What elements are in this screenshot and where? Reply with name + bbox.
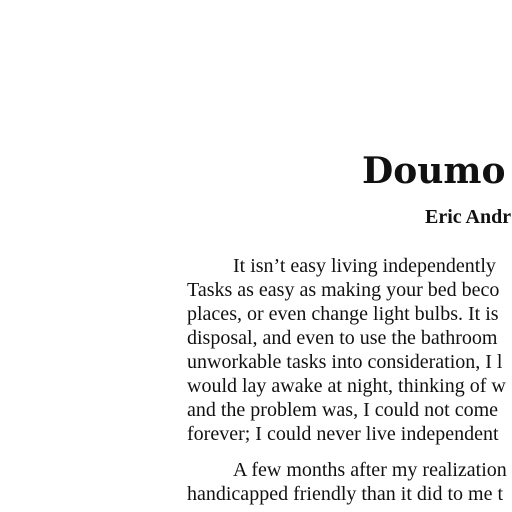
author-name: Eric Andr bbox=[425, 206, 512, 228]
paragraph-line: would lay awake at night, thinking of w bbox=[187, 375, 506, 397]
paragraph-1 bbox=[187, 254, 506, 446]
paragraph-line: A few months after my realization bbox=[233, 459, 507, 481]
paragraph-line: Tasks as easy as making your bed beco bbox=[187, 279, 500, 301]
paragraph-line: forever; I could never live independent bbox=[187, 423, 499, 445]
paragraph-line: disposal, and even to use the bathroom bbox=[187, 327, 498, 349]
paragraph-2 bbox=[187, 458, 507, 506]
paragraph-line: and the problem was, I could not come bbox=[187, 399, 499, 421]
paragraph-line: handicapped friendly than it did to me t bbox=[187, 483, 504, 505]
paragraph-line: places, or even change light bulbs. It is bbox=[187, 303, 499, 325]
document-title: Doumo bbox=[362, 150, 506, 192]
paragraph-line: unworkable tasks into consideration, I l bbox=[187, 351, 503, 373]
paragraph-line: It isn’t easy living independently bbox=[233, 255, 496, 277]
